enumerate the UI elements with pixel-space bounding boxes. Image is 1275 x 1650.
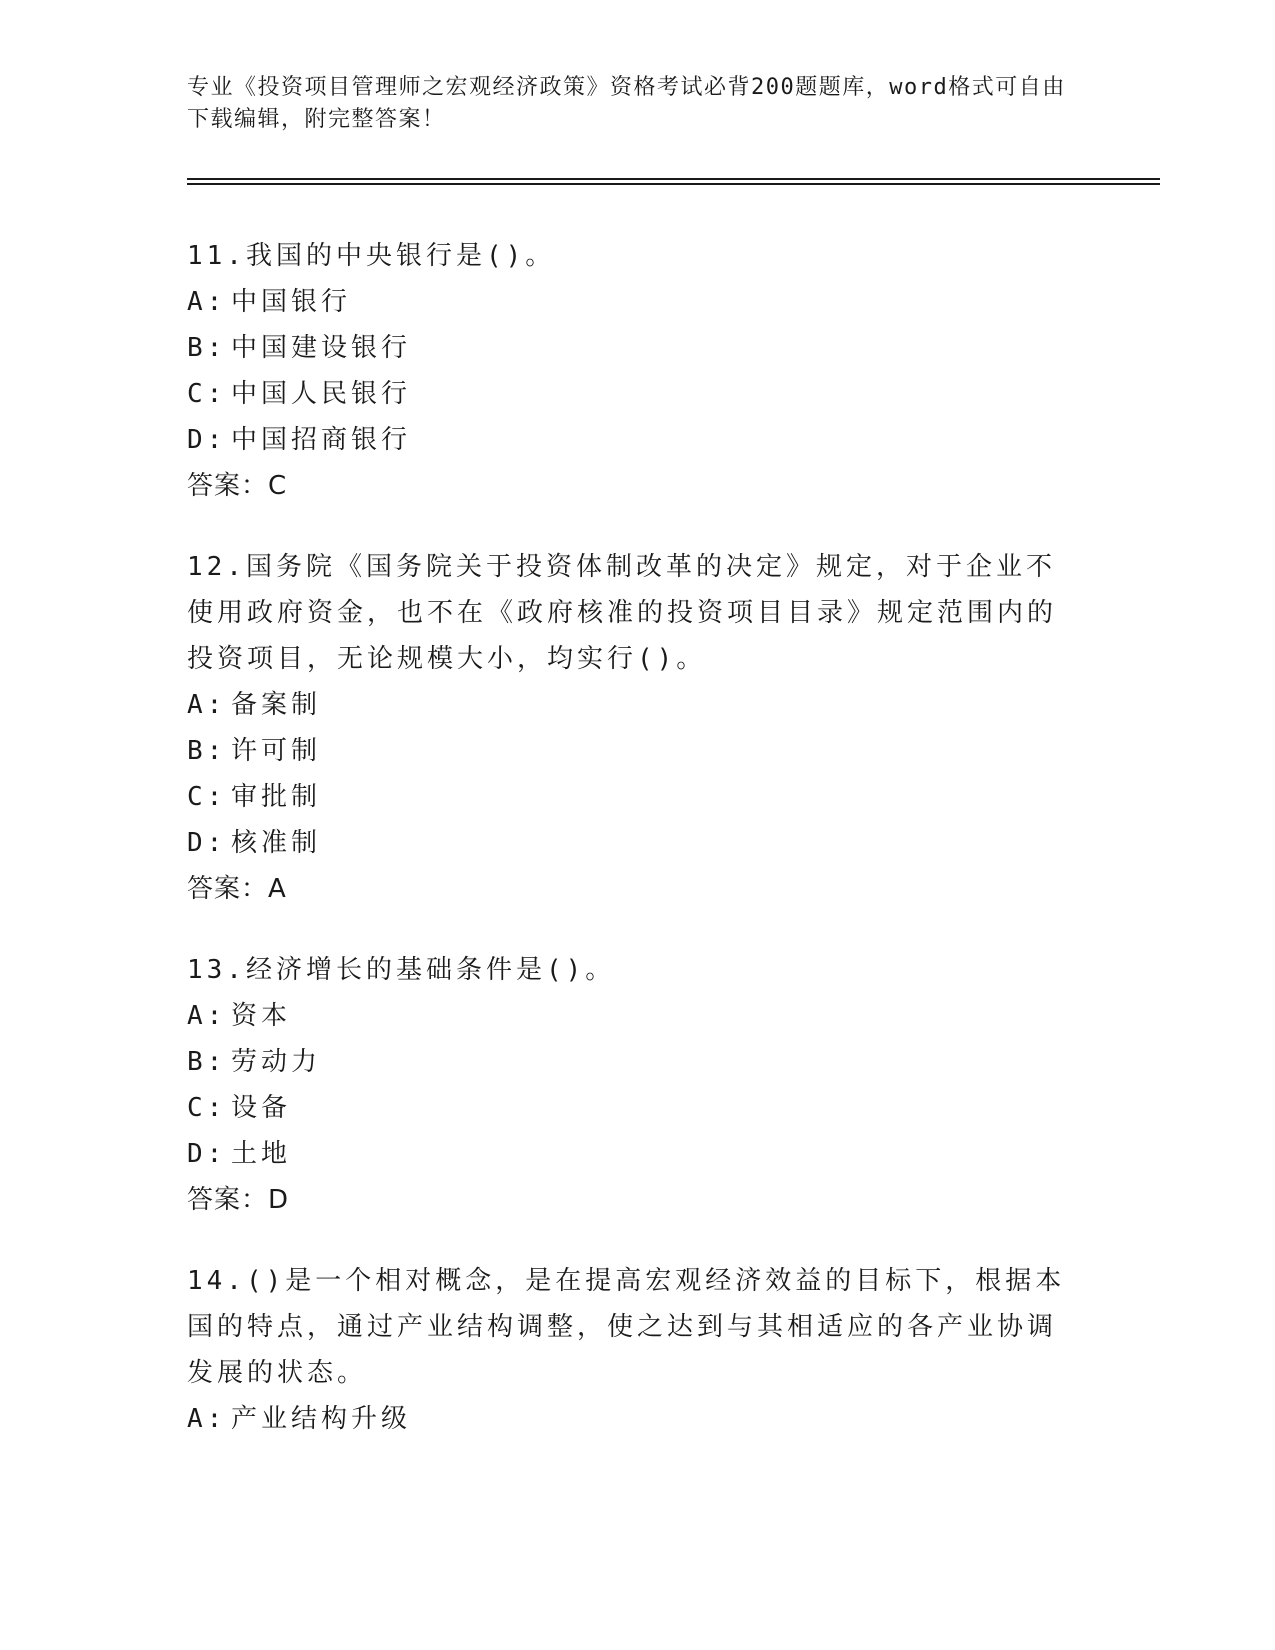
option-text: 中国招商银行 bbox=[231, 425, 412, 455]
question-list bbox=[187, 233, 1067, 1477]
question-stem: 14.()是一个相对概念，是在提高宏观经济效益的目标下，根据本国的特点，通过产业结构调整，使之达到与其相适应的各产业协调发展的状态。 bbox=[187, 1266, 1066, 1388]
option-text: 设备 bbox=[231, 1093, 292, 1123]
option-d bbox=[187, 820, 1067, 866]
option-text: 中国银行 bbox=[231, 287, 352, 317]
question-12 bbox=[187, 544, 1067, 912]
option-a bbox=[187, 1396, 1067, 1442]
question-14 bbox=[187, 1258, 1067, 1442]
option-key: A: bbox=[187, 690, 227, 720]
option-text: 资本 bbox=[231, 1001, 292, 1031]
option-key: A: bbox=[187, 1001, 227, 1031]
option-text: 核准制 bbox=[231, 828, 322, 858]
option-key: D: bbox=[187, 425, 227, 455]
question-stem: 13.经济增长的基础条件是()。 bbox=[187, 955, 616, 985]
option-key: C: bbox=[187, 1093, 227, 1123]
answer-line: 答案：A bbox=[187, 874, 287, 904]
option-text: 许可制 bbox=[231, 736, 322, 766]
option-c bbox=[187, 774, 1067, 820]
option-a bbox=[187, 993, 1067, 1039]
question-stem: 12.国务院《国务院关于投资体制改革的决定》规定，对于企业不使用政府资金，也不在《政府核准的投资项目目录》规定范围内的投资项目，无论规模大小，均实行()。 bbox=[187, 552, 1058, 674]
option-b bbox=[187, 728, 1067, 774]
question-stem: 11.我国的中央银行是()。 bbox=[187, 241, 556, 271]
header-rule-top bbox=[187, 178, 1160, 180]
answer-line: 答案：D bbox=[187, 1185, 290, 1215]
option-text: 土地 bbox=[231, 1139, 292, 1169]
option-c bbox=[187, 371, 1067, 417]
option-key: B: bbox=[187, 333, 227, 363]
option-text: 产业结构升级 bbox=[231, 1404, 412, 1434]
option-key: C: bbox=[187, 782, 227, 812]
option-key: B: bbox=[187, 736, 227, 766]
option-text: 劳动力 bbox=[231, 1047, 322, 1077]
document-header: 专业《投资项目管理师之宏观经济政策》资格考试必背200题题库，word格式可自由下载编辑，附完整答案！ bbox=[187, 75, 1066, 132]
option-a bbox=[187, 682, 1067, 728]
question-13 bbox=[187, 947, 1067, 1223]
question-11 bbox=[187, 233, 1067, 509]
option-b bbox=[187, 1039, 1067, 1085]
option-key: D: bbox=[187, 1139, 227, 1169]
option-d bbox=[187, 1131, 1067, 1177]
option-key: B: bbox=[187, 1047, 227, 1077]
option-key: D: bbox=[187, 828, 227, 858]
option-key: A: bbox=[187, 287, 227, 317]
option-a bbox=[187, 279, 1067, 325]
option-c bbox=[187, 1085, 1067, 1131]
option-text: 备案制 bbox=[231, 690, 322, 720]
header-rule-bottom bbox=[187, 183, 1160, 185]
option-key: C: bbox=[187, 379, 227, 409]
option-text: 审批制 bbox=[231, 782, 322, 812]
option-d bbox=[187, 417, 1067, 463]
option-key: A: bbox=[187, 1404, 227, 1434]
option-text: 中国人民银行 bbox=[231, 379, 412, 409]
option-b bbox=[187, 325, 1067, 371]
answer-line: 答案：C bbox=[187, 471, 288, 501]
option-text: 中国建设银行 bbox=[231, 333, 412, 363]
